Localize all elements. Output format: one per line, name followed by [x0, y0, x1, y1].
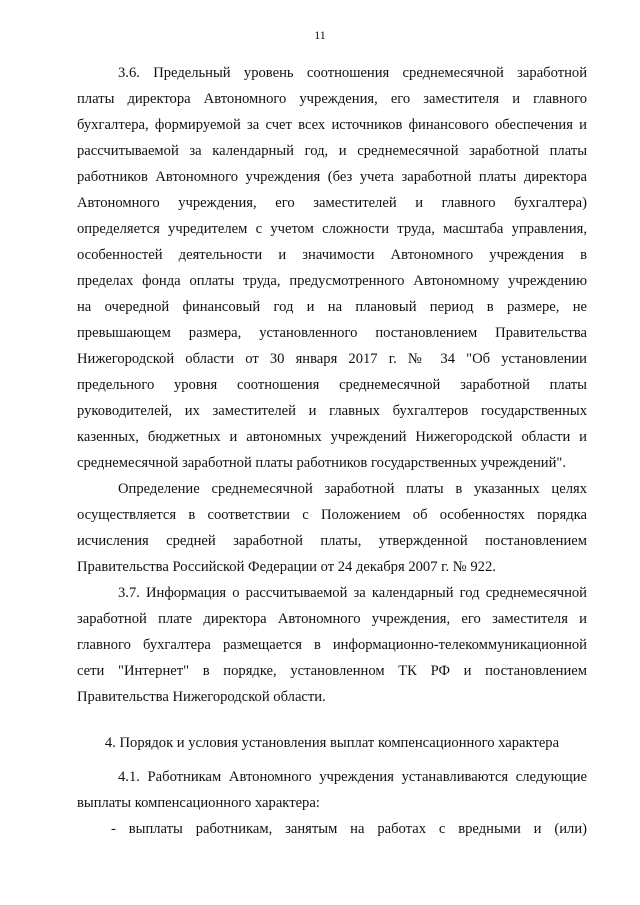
text-line: сети "Интернет" в порядке, установленном ТК РФ и постановлением: [77, 663, 587, 679]
text-line: рассчитываемой за календарный год, и среднемесячной заработной платы: [77, 143, 587, 159]
paragraph-4-1: [77, 764, 587, 842]
text-line: осуществляется в соответствии с Положением об особенностях порядка: [77, 507, 587, 523]
text-line: 4.1. Работникам Автономного учреждения устанавливаются следующие: [118, 769, 587, 785]
text-line: руководителей, их заместителей и главных бухгалтеров государственных: [77, 403, 587, 419]
section-heading: 4. Порядок и условия установления выплат компенсационного характера: [104, 735, 560, 751]
text-line: исчисления средней заработной платы, утвержденной постановлением: [77, 533, 587, 549]
paragraph-3-6: [77, 60, 587, 476]
text-line: особенностей деятельности и значимости Автономного учреждения в: [77, 247, 587, 263]
text-line: бухгалтера, формируемой за счет всех источников финансового обеспечения и: [77, 117, 587, 133]
text-line: выплаты компенсационного характера:: [77, 795, 320, 811]
text-line: Определение среднемесячной заработной платы в указанных целях: [118, 481, 587, 497]
text-line: предельного уровня соотношения среднемесячной заработной платы: [77, 377, 587, 393]
text-line: заработной плате директора Автономного учреждения, его заместителя и: [77, 611, 587, 627]
text-line: работников Автономного учреждения (без учета заработной платы директора: [77, 169, 587, 185]
text-line: пределах фонда оплаты труда, предусмотренного Автономному учреждению: [77, 273, 587, 289]
text-line: на очередной финансовый год и на плановый период в размере, не: [77, 299, 587, 315]
paragraph-definition: [77, 476, 587, 580]
text-line: определяется учредителем с учетом сложности труда, масштаба управления,: [77, 221, 587, 237]
text-line: 3.6. Предельный уровень соотношения среднемесячной заработной: [118, 65, 587, 81]
document-body: [77, 60, 587, 842]
paragraph-3-7: [77, 580, 587, 710]
text-line: Правительства Российской Федерации от 24 декабря 2007 г. № 922.: [77, 559, 496, 575]
text-line: Автономного учреждения, его заместителей и главного бухгалтера): [77, 195, 587, 211]
section-spacer: [77, 710, 587, 730]
page-number: 11: [314, 28, 326, 42]
text-line: Правительства Нижегородской области.: [77, 689, 326, 705]
text-line: Нижегородской области от 30 января 2017 г. № 34 "Об установлении: [77, 351, 587, 367]
text-line: среднемесячной заработной платы работников государственных учреждений".: [77, 455, 567, 471]
list-item: - выплаты работникам, занятым на работах с вредными и (или): [111, 821, 587, 837]
section-spacer: [77, 756, 587, 764]
text-line: главного бухгалтера размещается в информационно-телекоммуникационной: [77, 637, 587, 653]
text-line: казенных, бюджетных и автономных учреждений Нижегородской области и: [77, 429, 587, 445]
text-line: платы директора Автономного учреждения, его заместителя и главного: [77, 91, 587, 107]
text-line: превышающем размера, установленного постановлением Правительства: [77, 325, 587, 341]
text-line: 3.7. Информация о рассчитываемой за календарный год среднемесячной: [118, 585, 587, 601]
